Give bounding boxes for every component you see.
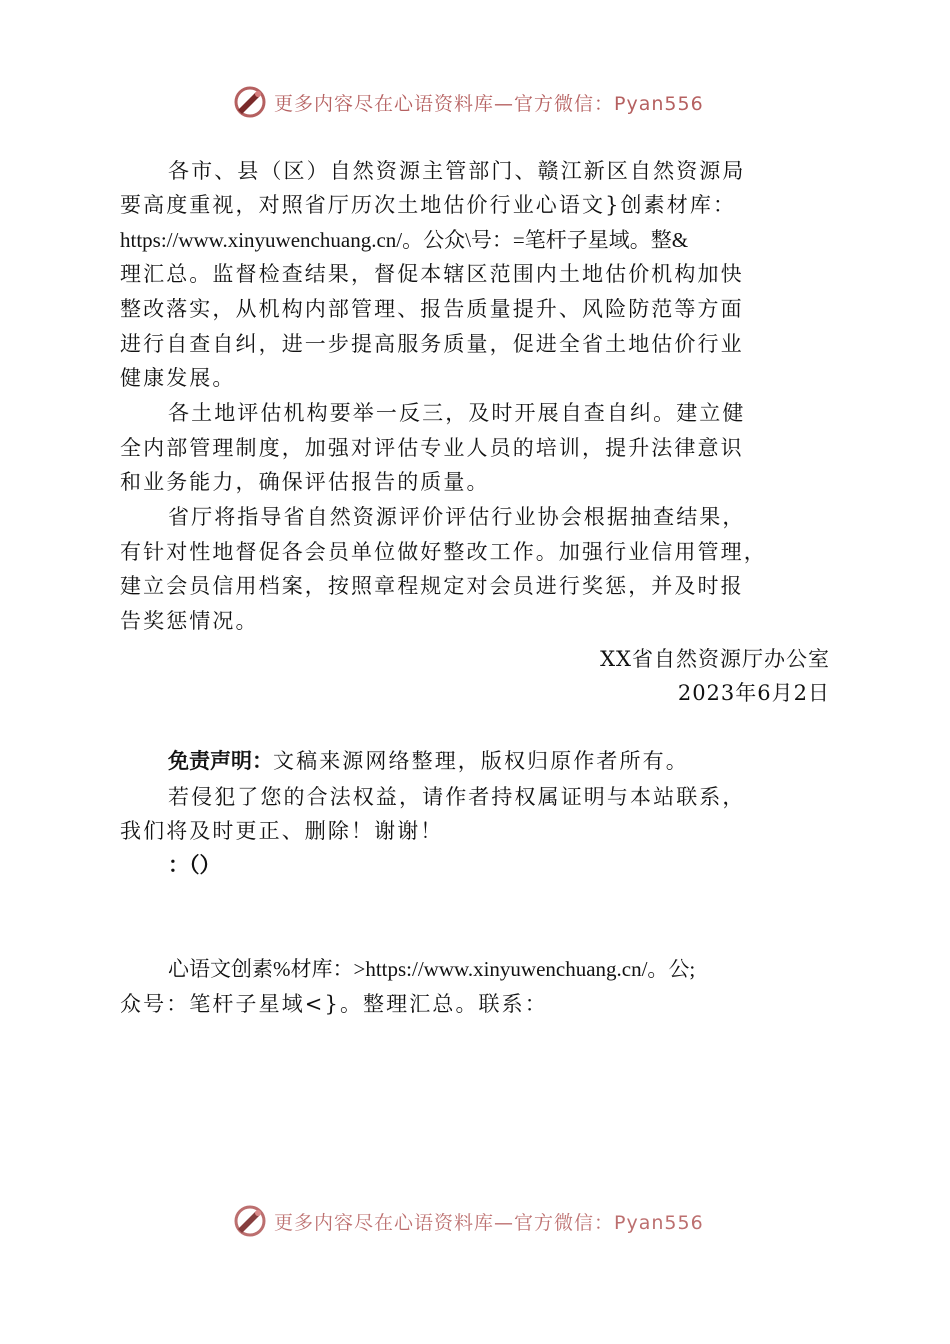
disclaimer-line-3: 我们将及时更正、删除！谢谢！ <box>120 819 444 843</box>
signature-org: XX省自然资源厅办公室 <box>600 647 830 671</box>
p1-line-6: 进行自查自纠，进一步提高服务质量，促进全省土地估价行业 <box>120 332 744 356</box>
p3-line-2: 有针对性地督促各会员单位做好整改工作。加强行业信用管理， <box>120 540 767 564</box>
disclaimer-line-2: 若侵犯了您的合法权益，请作者持权属证明与本站联系， <box>168 785 746 809</box>
p2-line-2: 全内部管理制度，加强对评估专业人员的培训，提升法律意识 <box>120 436 744 460</box>
disclaimer-line-4: ：（） <box>168 853 221 877</box>
header-watermark <box>232 84 704 120</box>
p3-line-4: 告奖惩情况。 <box>120 609 259 633</box>
footer-note-line-1: 心语文创素%材库：>https://www.xinyuwenchuang.cn/。公; <box>168 957 696 981</box>
p2-line-3: 和业务能力，确保评估报告的质量。 <box>120 470 490 494</box>
disclaimer-label: 免责声明： <box>168 749 273 773</box>
disclaimer-line-1 <box>120 744 830 778</box>
p3-line-3: 建立会员信用档案，按照章程规定对会员进行奖惩，并及时报 <box>120 574 744 598</box>
p1-line-5: 整改落实，从机构内部管理、报告质量提升、风险防范等方面 <box>120 297 744 321</box>
p3-line-1: 省厅将指导省自然资源评价评估行业协会根据抽查结果， <box>168 505 746 529</box>
p2-line-1: 各土地评估机构要举一反三，及时开展自查自纠。建立健 <box>168 401 746 425</box>
p1-line-1: 各市、县（区）自然资源主管部门、赣江新区自然资源局 <box>168 159 746 183</box>
footer-watermark <box>232 1203 704 1239</box>
header-text: 更多内容尽在心语资料库—官方微信：Pyan556 <box>274 92 704 115</box>
p1-line-4: 理汇总。监督检查结果，督促本辖区范围内土地估价机构加快 <box>120 262 744 286</box>
p1-line-3: https://www.xinyuwenchuang.cn/。公众\号：=笔杆子星域。整& <box>120 228 689 252</box>
signature-date: 2023年6月2日 <box>677 681 830 705</box>
footer-text: 更多内容尽在心语资料库—官方微信：Pyan556 <box>274 1211 704 1234</box>
p1-line-2: 要高度重视，对照省厅历次土地估价行业心语文}创素材库： <box>120 193 737 217</box>
brand-logo-icon <box>232 84 268 120</box>
p1-line-7: 健康发展。 <box>120 366 236 390</box>
brand-logo-icon <box>232 1203 268 1239</box>
footer-note-line-2: 众号：笔杆子星域<}。整理汇总。联系： <box>120 992 548 1016</box>
disclaimer-text: 文稿来源网络整理，版权归原作者所有。 <box>273 749 689 773</box>
